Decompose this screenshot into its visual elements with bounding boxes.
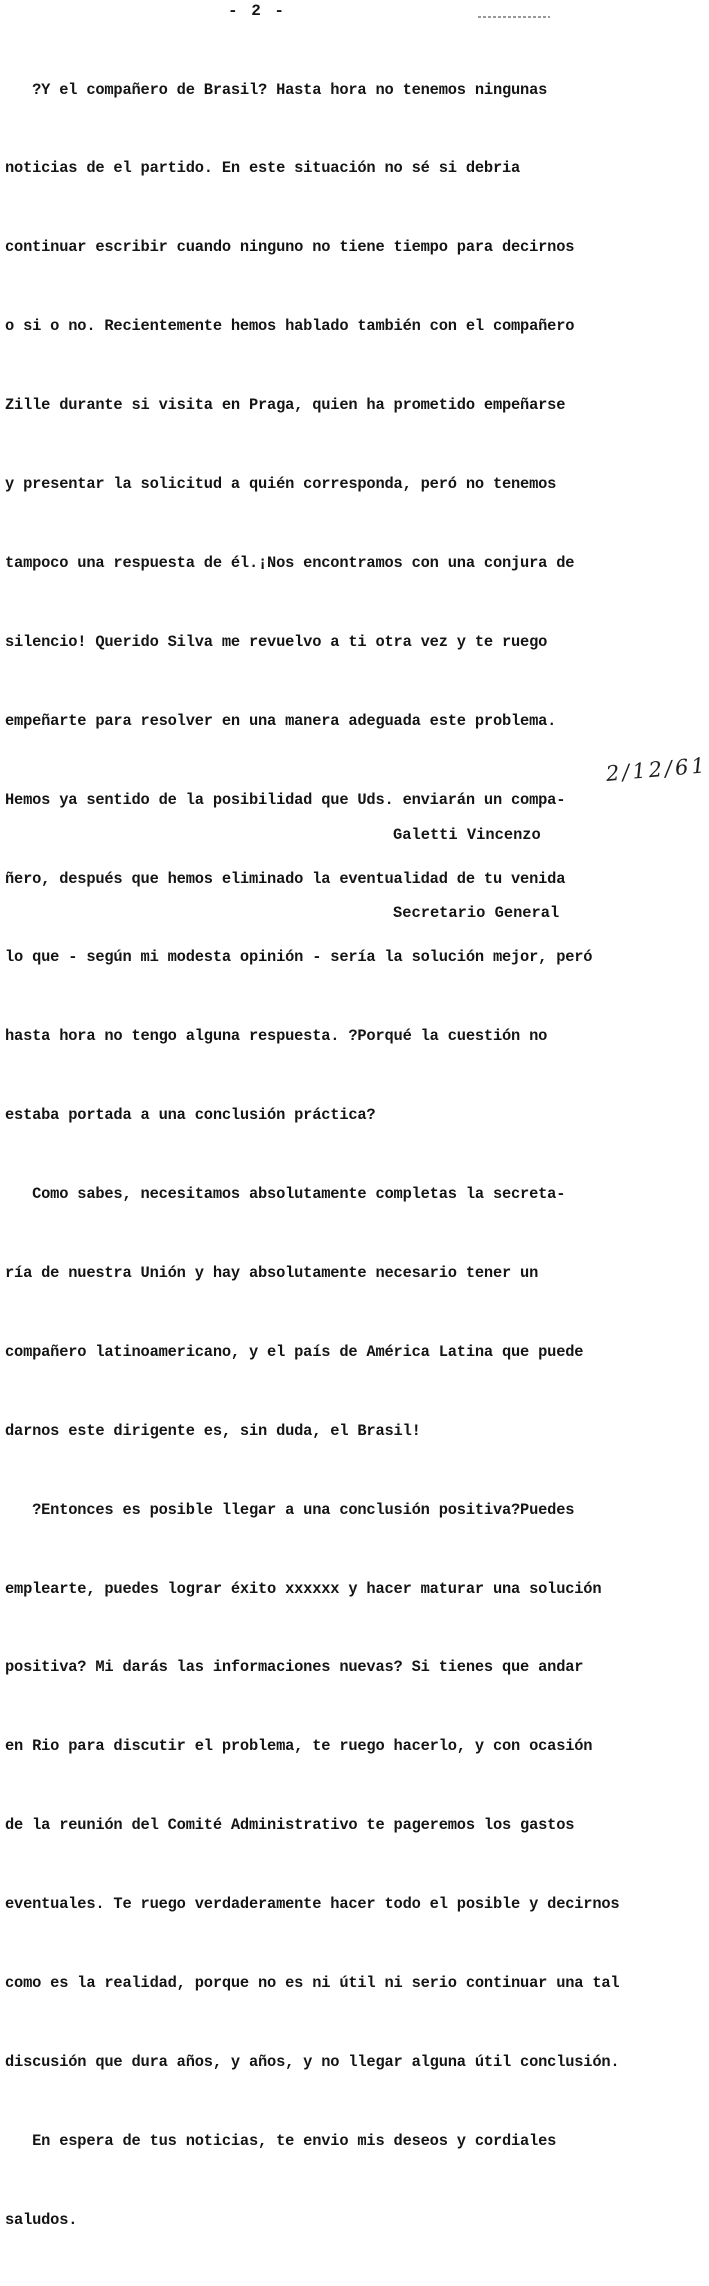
handwritten-date: 2/12/61 [604,753,709,786]
letter-line: continuar escribir cuando ninguno no tiene tiempo para decirnos [5,238,575,257]
letter-line: En espera de tus noticias, te envio mis deseos y cordiales [5,2131,557,2150]
letter-line: ñero, después que hemos eliminado la eventualidad de tu venida [5,869,566,888]
letter-line: y presentar la solicitud a quién corresponda, peró no tenemos [5,475,557,494]
letter-line: darnos este dirigente es, sin duda, el Brasil! [5,1421,421,1440]
letter-line: saludos. [5,2210,78,2229]
letter-line: eventuales. Te ruego verdaderamente hacer todo el posible y decirnos [5,1895,620,1914]
letter-line: ?Y el compañero de Brasil? Hasta hora no tenemos ningunas [5,80,548,99]
signature-block [393,770,559,978]
letter-line: hasta hora no tengo alguna respuesta. ?Porqué la cuestión no [5,1027,548,1046]
letter-line: Zille durante si visita en Praga, quien ha prometido empeñarse [5,396,566,415]
page-number: - 2 - [228,2,287,20]
letter-line: noticias de el partido. En este situación no sé si debria [5,159,521,178]
letter-line: empeñarte para resolver en una manera adeguada este problema. [5,711,557,730]
letter-line: positiva? Mi darás las informaciones nuevas? Si tienes que andar [5,1658,584,1677]
letter-line: compañero latinoamericano, y el país de América Latina que puede [5,1342,584,1361]
letter-body [5,24,695,2286]
top-rule [478,16,550,18]
letter-line: Como sabes, necesitamos absolutamente completas la secreta- [5,1185,566,1204]
letter-line: silencio! Querido Silva me revuelvo a ti otra vez y te ruego [5,632,548,651]
letter-line: Hemos ya sentido de la posibilidad que Uds. enviarán un compa- [5,790,566,809]
letter-line: emplearte, puedes lograr éxito xxxxxx y hacer maturar una solución [5,1579,602,1598]
letter-line: discusión que dura años, y años, y no llegar alguna útil conclusión. [5,2052,620,2071]
letter-line: lo que - según mi modesta opinión - sería la solución mejor, peró [5,948,593,967]
letter-line: como es la realidad, porque no es ni útil ni serio continuar una tal [5,1973,620,1992]
letter-line: de la reunión del Comité Administrativo te pageremos los gastos [5,1816,575,1835]
letter-line: o si o no. Recientemente hemos hablado también con el compañero [5,317,575,336]
letter-line: estaba portada a una conclusión práctica? [5,1106,376,1125]
letter-line: en Rio para discutir el problema, te ruego hacerlo, y con ocasión [5,1737,593,1756]
signer-name: Galetti Vincenzo [393,826,541,844]
letter-line: tampoco una respuesta de él.¡Nos encontramos con una conjura de [5,553,575,572]
signer-title: Secretario General [393,904,560,922]
letter-line: ría de nuestra Unión y hay absolutamente necesario tener un [5,1263,539,1282]
letter-line: ?Entonces es posible llegar a una conclusión positiva?Puedes [5,1500,575,1519]
